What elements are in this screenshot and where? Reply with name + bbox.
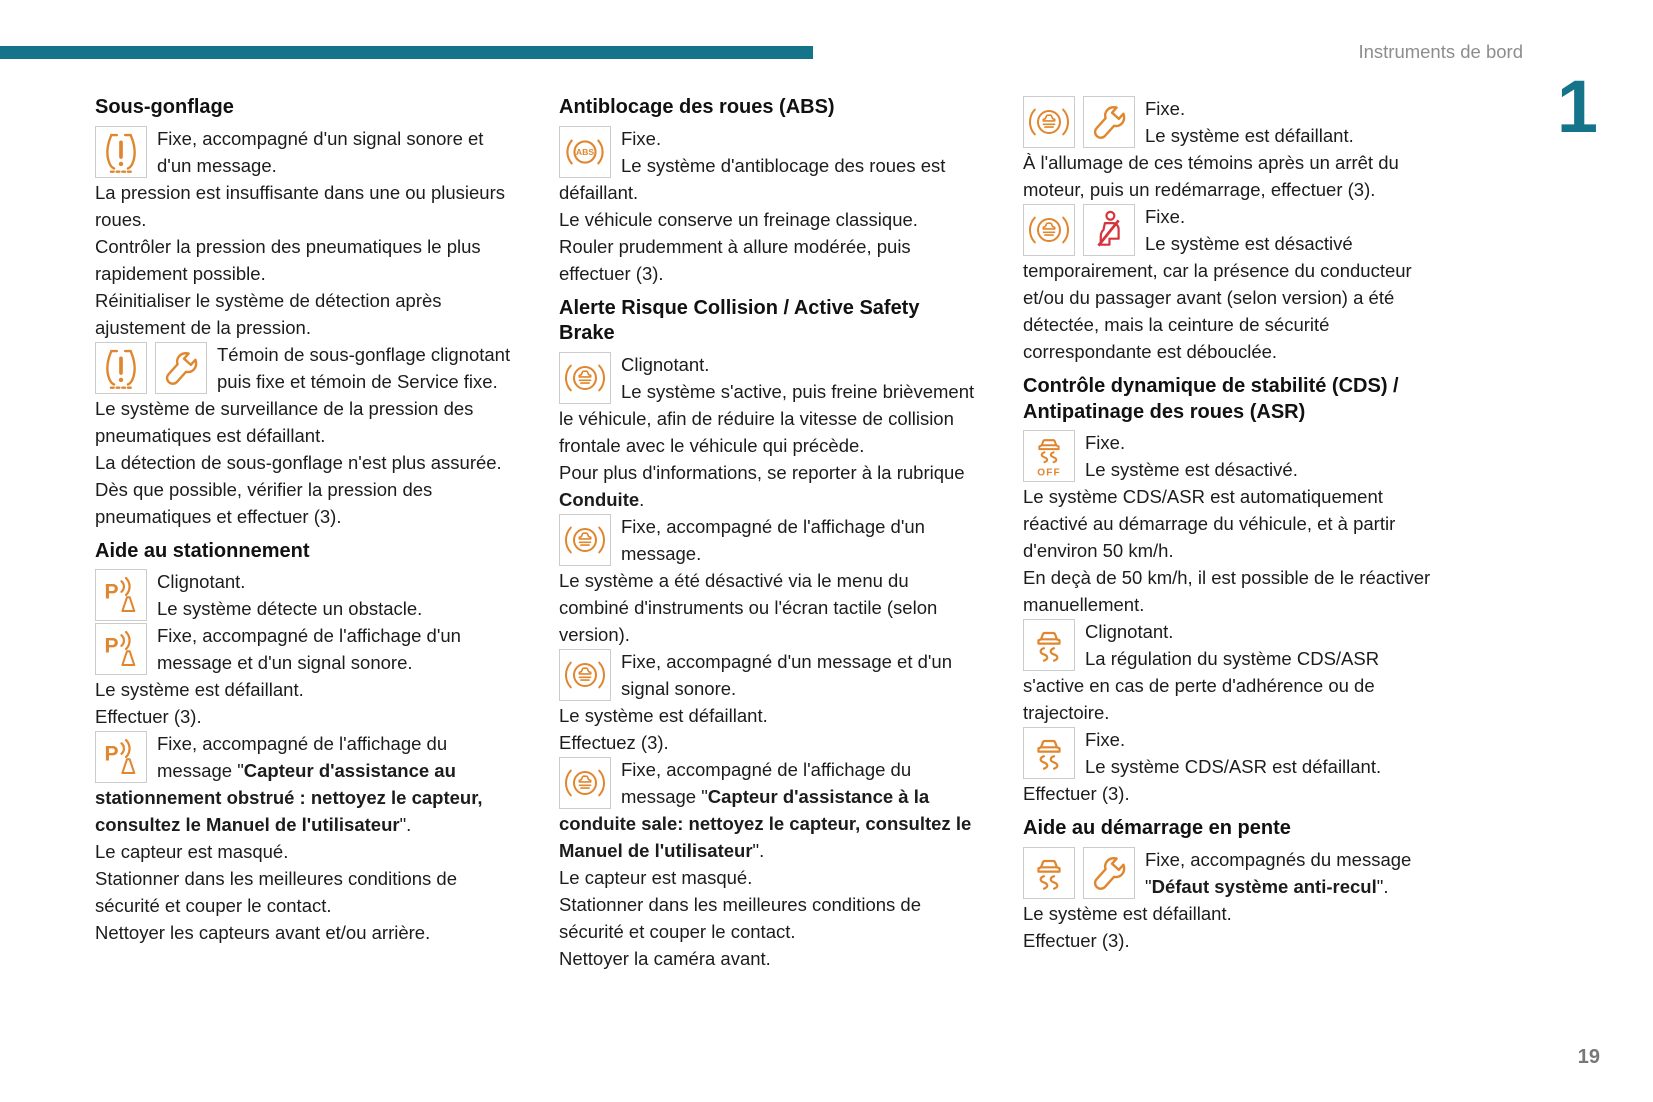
paragraph: Le système CDS/ASR est automatiquement réactivé au démarrage du véhicule, et à partir d'environ 50 km/h. bbox=[1023, 486, 1396, 561]
warning-lamp-icon-group bbox=[559, 126, 611, 178]
indicator-entry bbox=[95, 341, 513, 395]
esc-icon bbox=[1023, 619, 1075, 671]
indicator-entry bbox=[559, 648, 977, 702]
paragraph: Pour plus d'informations, se reporter à la rubrique Conduite. bbox=[559, 461, 965, 510]
indicator-entry bbox=[95, 622, 513, 676]
warning-lamp-icon-group bbox=[1023, 204, 1135, 256]
paragraph: Contrôler la pression des pneumatiques le plus rapidement possible. bbox=[95, 235, 481, 284]
indicator-entry bbox=[1023, 203, 1441, 365]
active-safety-brake-icon bbox=[559, 649, 611, 701]
entry-text: Fixe, accompagné d'un signal sonore et d'un message. bbox=[157, 127, 484, 176]
section-heading: Sous-gonflage bbox=[95, 96, 234, 118]
entry-text: Fixe, accompagné de l'affichage d'un message et d'un signal sonore. bbox=[157, 625, 461, 673]
warning-lamp-icon-group bbox=[1023, 619, 1075, 671]
active-safety-brake-icon bbox=[559, 514, 611, 566]
warning-lamp-icon-group bbox=[1023, 430, 1075, 482]
column-3 bbox=[1023, 95, 1441, 972]
section-heading: Antiblocage des roues (ABS) bbox=[559, 96, 835, 118]
paragraph: Le système de surveillance de la pression des pneumatiques est défaillant. bbox=[95, 397, 474, 446]
paragraph: Le capteur est masqué. bbox=[559, 866, 753, 888]
entry-text: Clignotant. Le système s'active, puis freine brièvement le véhicule, afin de réduire la vitesse de collision frontale avec le véhicule qui précède. bbox=[559, 353, 975, 456]
page-number: 19 bbox=[1577, 1046, 1600, 1068]
entry-text: Clignotant. La régulation du système CDS/ASR s'active en cas de perte d'adhérence ou de trajectoire. bbox=[1023, 621, 1380, 723]
warning-lamp-icon-group bbox=[1023, 727, 1075, 779]
active-safety-brake-icon bbox=[1023, 96, 1075, 148]
parking-assist-icon bbox=[95, 569, 147, 621]
warning-lamp-icon-group bbox=[95, 569, 147, 621]
abs-icon bbox=[559, 126, 611, 178]
paragraph: Le véhicule conserve un freinage classique. bbox=[559, 208, 918, 230]
paragraph: Rouler prudemment à allure modérée, puis effectuer (3). bbox=[559, 235, 911, 284]
header-rule bbox=[0, 46, 813, 59]
paragraph: Le système est défaillant. bbox=[95, 679, 304, 700]
parking-assist-icon bbox=[95, 623, 147, 675]
tire-pressure-icon bbox=[95, 126, 147, 178]
indicator-entry bbox=[1023, 846, 1441, 900]
warning-lamp-icon-group bbox=[559, 649, 611, 701]
indicator-entry bbox=[559, 513, 977, 567]
paragraph: Stationner dans les meilleures conditions de sécurité et couper le contact. bbox=[559, 893, 921, 942]
entry-text: Fixe. Le système est désactivé temporairement, car la présence du conducteur et/ou du passager avant (selon version) a été détectée, mais la ceinture de sécurité correspondante est débouclée. bbox=[1023, 206, 1412, 362]
paragraph: Nettoyer la caméra avant. bbox=[559, 947, 771, 969]
warning-lamp-icon-group bbox=[559, 514, 611, 566]
entry-text: Fixe, accompagné de l'affichage du message "Capteur d'assistance à la conduite sale: nettoyez le capteur, consultez le Manuel de l'utilisateur". bbox=[559, 758, 972, 861]
entry-text: Fixe. Le système est défaillant. bbox=[1145, 98, 1354, 146]
service-wrench-icon bbox=[1083, 847, 1135, 899]
warning-lamp-icon-group bbox=[559, 352, 611, 404]
paragraph: Effectuer (3). bbox=[1023, 929, 1130, 951]
section-header-label: Instruments de bord bbox=[1358, 41, 1523, 62]
indicator-entry bbox=[1023, 618, 1441, 726]
paragraph: La détection de sous-gonflage n'est plus assurée. bbox=[95, 451, 502, 473]
paragraph: La pression est insuffisante dans une ou plusieurs roues. bbox=[95, 181, 506, 230]
paragraph: En deçà de 50 km/h, il est possible de le réactiver manuellement. bbox=[1023, 567, 1431, 615]
warning-lamp-icon-group bbox=[95, 342, 207, 394]
paragraph: Effectuer (3). bbox=[95, 706, 202, 727]
column-2 bbox=[559, 95, 977, 972]
warning-lamp-icon-group bbox=[95, 731, 147, 783]
active-safety-brake-icon bbox=[559, 757, 611, 809]
esc-icon bbox=[1023, 727, 1075, 779]
entry-text: Fixe. Le système d'antiblocage des roues est défaillant. bbox=[559, 127, 946, 203]
entry-text: Fixe. Le système CDS/ASR est défaillant. bbox=[1085, 729, 1382, 777]
esc-icon bbox=[1023, 847, 1075, 899]
indicator-entry bbox=[559, 125, 977, 206]
paragraph: À l'allumage de ces témoins après un arrêt du moteur, puis un redémarrage, effectuer (3). bbox=[1023, 152, 1399, 200]
warning-lamp-icon-group bbox=[95, 623, 147, 675]
service-wrench-icon bbox=[1083, 96, 1135, 148]
indicator-entry bbox=[1023, 429, 1441, 483]
entry-text: Fixe, accompagné d'un message et d'un signal sonore. bbox=[621, 650, 953, 699]
seatbelt-unfastened-icon bbox=[1083, 204, 1135, 256]
svg-text:OFF: OFF bbox=[1037, 467, 1061, 478]
service-wrench-icon bbox=[155, 342, 207, 394]
indicator-entry bbox=[95, 125, 513, 179]
paragraph: Réinitialiser le système de détection après ajustement de la pression. bbox=[95, 289, 442, 338]
warning-lamp-icon-group bbox=[1023, 847, 1135, 899]
indicator-entry bbox=[1023, 95, 1441, 149]
paragraph: Effectuez (3). bbox=[559, 731, 669, 753]
indicator-entry bbox=[559, 756, 977, 864]
paragraph: Le capteur est masqué. bbox=[95, 841, 289, 862]
section-heading: Contrôle dynamique de stabilité (CDS) / Antipatinage des roues (ASR) bbox=[1023, 375, 1399, 423]
chapter-number: 1 bbox=[1556, 65, 1598, 148]
svg-text:P: P bbox=[104, 742, 119, 766]
warning-lamp-icon-group bbox=[559, 757, 611, 809]
entry-text: Fixe, accompagnés du message "Défaut système anti-recul". bbox=[1145, 848, 1412, 897]
indicator-entry bbox=[1023, 726, 1441, 780]
svg-text:P: P bbox=[104, 580, 119, 604]
column-1 bbox=[95, 95, 513, 972]
paragraph: Effectuer (3). bbox=[1023, 783, 1130, 804]
svg-text:P: P bbox=[104, 634, 119, 658]
active-safety-brake-icon bbox=[559, 352, 611, 404]
paragraph: Stationner dans les meilleures conditions de sécurité et couper le contact. bbox=[95, 868, 457, 916]
entry-text: Fixe, accompagné de l'affichage du message "Capteur d'assistance au stationnement obstrué : nettoyez le capteur, consultez le Manuel de l'utilisateur". bbox=[95, 733, 483, 835]
warning-lamp-icon-group bbox=[1023, 96, 1135, 148]
section-heading: Aide au démarrage en pente bbox=[1023, 817, 1291, 839]
indicator-entry bbox=[95, 568, 513, 622]
entry-text: Témoin de sous-gonflage clignotant puis fixe et témoin de Service fixe. bbox=[217, 343, 511, 392]
warning-lamp-icon-group bbox=[95, 126, 147, 178]
entry-text: Clignotant. Le système détecte un obstacle. bbox=[157, 571, 423, 619]
indicator-entry bbox=[95, 730, 513, 838]
svg-text:ABS: ABS bbox=[575, 146, 595, 157]
paragraph: Nettoyer les capteurs avant et/ou arrière. bbox=[95, 922, 431, 943]
entry-text: Fixe. Le système est désactivé. bbox=[1085, 432, 1298, 480]
tire-pressure-icon bbox=[95, 342, 147, 394]
parking-assist-icon bbox=[95, 731, 147, 783]
content-columns bbox=[95, 95, 1441, 972]
active-safety-brake-icon bbox=[1023, 204, 1075, 256]
paragraph: Le système est défaillant. bbox=[559, 704, 768, 726]
paragraph: Le système est défaillant. bbox=[1023, 902, 1232, 924]
paragraph: Le système a été désactivé via le menu du combiné d'instruments ou l'écran tactile (selon version). bbox=[559, 569, 938, 645]
section-heading: Alerte Risque Collision / Active Safety Brake bbox=[559, 296, 920, 344]
section-heading: Aide au stationnement bbox=[95, 539, 310, 562]
entry-text: Fixe, accompagné de l'affichage d'un message. bbox=[621, 515, 925, 564]
paragraph: Dès que possible, vérifier la pression des pneumatiques et effectuer (3). bbox=[95, 478, 433, 527]
esc-off-icon bbox=[1023, 430, 1075, 482]
indicator-entry bbox=[559, 351, 977, 459]
